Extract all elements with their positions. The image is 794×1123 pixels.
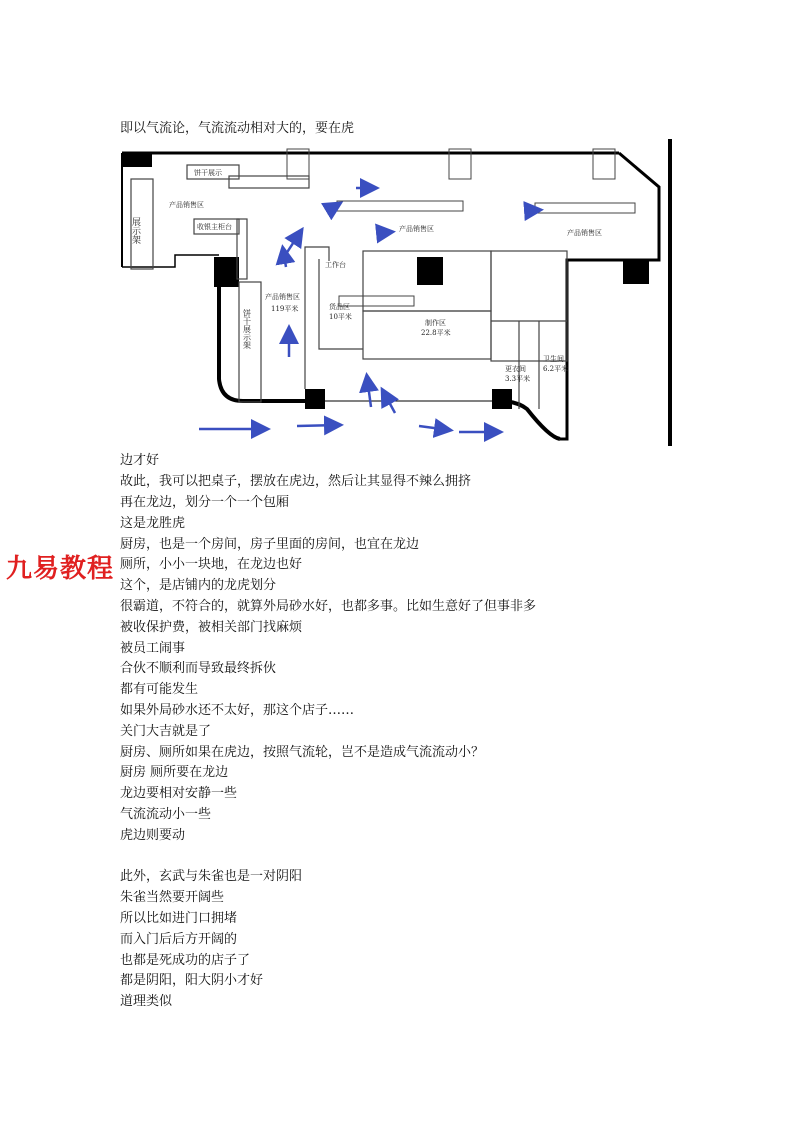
text-line: 边才好: [120, 453, 160, 468]
outer-walls: [122, 139, 670, 446]
text-line: 道理类似: [120, 994, 173, 1009]
text-line: 很霸道，不符合的，就算外局砂水好，也都多事。比如生意好了但事非多: [120, 599, 537, 614]
label-restroom-size: 6.2平米: [543, 365, 569, 373]
label-storage: 货品区: [329, 303, 350, 311]
label-sales-area-right: 产品销售区: [567, 229, 602, 237]
text-line: 这个，是店铺内的龙虎划分: [120, 578, 277, 593]
airflow-arrow: [367, 377, 371, 407]
label-baking-room-size: 22.8平米: [421, 329, 451, 337]
label-biscuit-rack-vertical: 饼干展示架: [242, 309, 252, 349]
label-storage-size: 10平米: [329, 313, 352, 321]
airflow-arrow: [284, 231, 301, 257]
text-line: 虎边则要动: [120, 828, 186, 843]
text-line: 朱雀当然要开阔些: [120, 890, 225, 905]
text-line: 也都是死成功的店子了: [120, 953, 251, 968]
text-line: 再在龙边，划分一个一个包厢: [120, 495, 290, 510]
label-staff-room-size: 3.3平米: [505, 375, 531, 383]
text-line: 这是龙胜虎: [120, 516, 186, 531]
watermark: 九易教程: [6, 554, 115, 584]
text-line: 合伙不顺利而导致最终拆伙: [120, 661, 277, 676]
text-line: 厨房，也是一个房间，房子里面的房间，也宜在龙边: [120, 537, 420, 552]
text-line: 厨房 厕所要在龙边: [120, 765, 229, 780]
label-baking-room: 制作区: [425, 319, 446, 327]
label-restroom: 卫生间: [543, 355, 564, 363]
airflow-arrow: [383, 391, 395, 413]
airflow-arrow: [381, 232, 391, 233]
display-racks: [287, 149, 635, 306]
airflow-arrow: [419, 426, 449, 430]
label-staff-room: 更衣间: [505, 365, 526, 373]
labels: [130, 168, 602, 383]
text-line: 所以比如进门口拥堵: [120, 911, 238, 926]
label-display-rack: 展示架: [130, 217, 140, 244]
text-line: 都是阴阳，阳大阴小才好: [120, 973, 264, 988]
text-line: 龙边要相对安静一些: [120, 786, 238, 801]
text-line: 而入门后后方开阔的: [120, 932, 238, 947]
text-line: 被收保护费，被相关部门找麻烦: [120, 620, 303, 635]
store-floor-plan: [119, 139, 681, 449]
airflow-arrow: [283, 249, 286, 267]
airflow-arrow: [297, 425, 339, 426]
text-line: 厕所，小小一块地，在龙边也好: [120, 557, 303, 572]
text-line: 厨房、厕所如果在虎边，按照气流轮，岂不是造成气流流动小？: [120, 745, 485, 760]
label-worktable: 工作台: [325, 261, 346, 269]
text-line: 关门大吉就是了: [120, 724, 212, 739]
text-line: 气流流动小一些: [120, 807, 212, 822]
text-line: 被员工闹事: [120, 641, 186, 656]
label-sales-area-mid: 产品销售区: [399, 225, 434, 233]
text-line: 此外，玄武与朱雀也是一对阴阳: [120, 869, 303, 884]
intro-line: 即以气流论，气流流动相对大的，要在虎: [120, 121, 355, 136]
text-line: 都有可能发生: [120, 682, 199, 697]
label-biscuit-display-top: 饼干展示: [194, 169, 222, 177]
text-line: 故此，我可以把桌子，摆放在虎边，然后让其显得不辣么拥挤: [120, 474, 472, 489]
label-sales-area-left: 产品销售区: [169, 201, 204, 209]
label-sales-area-center-size: 119平米: [271, 305, 299, 313]
label-sales-area-center: 产品销售区: [265, 293, 300, 301]
label-cashier: 收银主柜台: [197, 223, 232, 231]
pillars: [122, 153, 649, 409]
airflow-arrow: [525, 210, 539, 211]
text-line: 如果外局砂水还不太好，那这个店子……: [120, 703, 355, 718]
